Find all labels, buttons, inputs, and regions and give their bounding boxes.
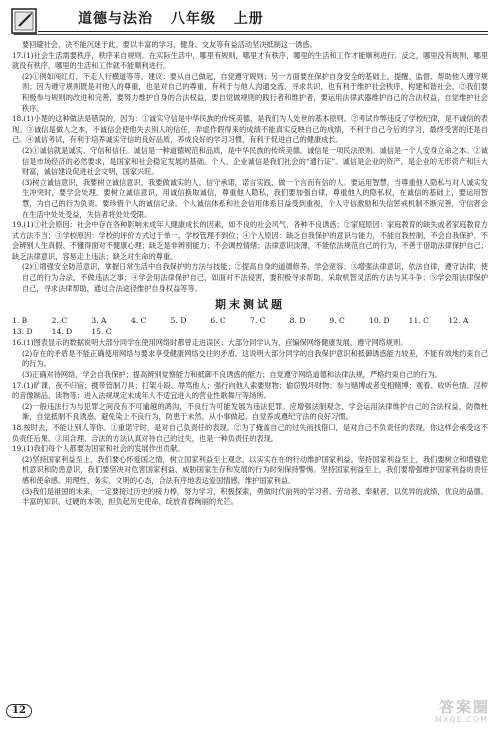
answer-line: 19.(1)①社会原因：社会中存在各种影响未成年人健康成长的因素，如不良的社会风气、各种不良诱惑；②家庭原因：家庭教育的缺失或者家庭教育方式方法不当；③学校原因：学校的评价方式过于单一，学校管理不到位；④个人原因：缺乏自我保护的意识与能力，不能自我控制，不会自我保护、不会辨别人生真假、不懂得面对不健康心理；缺乏是非辨别能力；不会调控情绪；法律意识淡薄，不能依法规范自己的行为，不善于借助法律保护自己；缺乏法律意识，容易走上违法；缺乏对生命的尊重。 xyxy=(12,220,488,261)
answer-line: (2)存在的矛盾是不能正确使用网络与要求享受健康网络交往的矛盾。这说明大部分同学的自我保护意识和抵御诱惑能力较差，不能有效地约束自己的行为。 xyxy=(22,348,488,369)
answer-line: 17.(1)社会生活需要秩序，秩序来自规则。在实际生活中，哪里有规则，哪里才有秩序，哪里的生活和工作才能顺利进行。反之，哪里没有规则，哪里就没有秩序，哪里的生活和工作就不能顺利进行。 xyxy=(12,50,488,71)
choice-answers-row xyxy=(12,315,488,326)
choice-answer: 11. C xyxy=(408,316,429,326)
answer-line: 17.(1)旷课、夜不归宿；携带管制刀具；打架斗殴、辱骂他人；强行向他人索要财物；偷窃毁坏财物；参与赌博或者变相赌博；观看、收听色情、淫秽的音像制品、读物等；进入法规规定未成年人不适宜进入的营业性歌舞厅等场所。 xyxy=(12,380,488,401)
answer-line: 18.按时去，不能让别人等你。①重诺守时，是对自己负责任的表现。②为了掩盖自己的过失而找借口，是对自己不负责任的表现，你这样会承受这不负责任后果。③用合理、合法的方法认真对待自己的过失，也是一种负责任的表现。 xyxy=(12,423,488,443)
choice-answers-row xyxy=(12,326,488,337)
answer-line: (3)树立诚信意识，我要树立诚信意识，我要做诚实的人。信守承诺，诺言实践，做一个言而有信的人。要运用智慧，当尊重他人隐私与对人诚实发生冲突时，要学会处理。要树立诚信意识，用诚信换取诚信，尊重他人隐私，我们要加强自律，尊重他人的隐私权，在诚信的基础上，要运用智慧，为自己的行为负责。要珍惜个人的诚信记录。个人诚信体系和社会信用体系日益受到重视，个人守信激励和失信惩戒机制不断完善，守信者会在生活中处处受益，失信者将处处受限。 xyxy=(22,177,488,219)
answer-content xyxy=(12,40,488,508)
choice-answer: 10. D xyxy=(369,316,390,326)
volume-name: 上册 xyxy=(233,11,264,27)
book-logo-icon xyxy=(10,5,40,37)
subject-name: 道德与法治 xyxy=(78,11,153,27)
site-watermark xyxy=(398,696,490,724)
answer-line: 19.(1)我们每个人都要为国家和社会的发展作出贡献。 xyxy=(12,444,185,454)
header-rule-thin xyxy=(38,34,488,35)
answer-line: (3)我们是祖国的未来，一定要接过历史的接力棒，努力学习，积极探索，勇做时代前列的学习者、劳动者、奉献者，以优异的成绩，优良的品德、丰富的知识、过硬的本领，担负起历史使命，绽放青春绚丽的光芒。 xyxy=(22,486,488,507)
header-rule xyxy=(38,31,488,32)
choice-answer: 13. D xyxy=(12,327,33,337)
choice-answer: 14. D xyxy=(51,327,73,337)
grade-name: 八年级 xyxy=(170,11,216,27)
answer-line: (2)①增强安全防范意识，掌握日常生活中自我保护的方法与技能；②提高自身的道德修养，学会宽容；③增强法律意识，依法自律，遵守法律，使自己的行为合法，不做违法之事；④学会用法律保护自己，如面对不法侵害，要积极寻求帮助，采取机智灵活的方法与其斗争；⑤学会用法律保护自己，寻求法律帮助，通过合法途径维护自身权益等等。 xyxy=(22,262,488,293)
answer-line: 要回避社会，决不能沉迷于此。要以丰富的学习、健身、交友等有益活动坚决抵制这一诱惑。 xyxy=(22,40,317,49)
answer-line: 16.(1)图表显示的数据说明大部分同学在使用网络时都曾走进误区；大部分同学认为，应编保网络健康发展，遵守网络规则。 xyxy=(12,338,408,348)
choice-answer: 9. C xyxy=(329,316,345,326)
answer-line: (2)①例如闯红灯，不走人行横道等等。建议：要从自己做起，自觉遵守规则；另一方面要在保护自身安全的基础上，提醒、监督、帮助他人遵守规则；因为遵守规则既是对他人的尊重，也是对自己的尊重，有利于与他人沟通交流、寻求共识，也有利于维护社会秩序，构建和谐社会。②我们要积极参与规则的改进和完善，要努力维护自身的合法权益，要自觉做规则的践行者和维护者，要运用法律武器维护自己的合法权益，自觉维护社会秩序。 xyxy=(22,71,488,113)
choice-answer: 3. A xyxy=(91,316,107,326)
choice-answer: 1. B xyxy=(12,316,28,326)
answer-line: (2)①诚信就是诚实、守信和信任。诚信是一种道德规范和品质，是中华民族的传统美德。诚信是一项民法原则。诚信是一个人安身立命之本。②诚信是市场经济的必然要求，是国家和社会稳定发展的基础。个人、企业诚信是我们社会的“通行证”。诚信是企业的资产，是企业的无形资产和巨大财富，诚信建设促进社会文明，国家兴旺。 xyxy=(22,145,488,177)
page-number: 12 xyxy=(6,704,32,718)
choice-answer: 6. C xyxy=(210,316,226,326)
choice-answer: 15. C xyxy=(91,327,112,337)
answer-line: 18.(1)小楚的这种做法是错误的，因为：①诚实守信是中华民族的传统美德，是我们为人处世的基本原则。②考试作弊违反了学校纪律，是不诚信的表现。③诚信是做人之本，不诚信会使他失去别人的信任，弄虚作假得来的成绩不能真实反映自己的成绩，不利于自己今后的学习，最终受害的还是自己。④诚信考试，有利于培养诚实守信的良好品质，养成良好的学习习惯，有利于促进自己的健康成长。 xyxy=(12,114,488,145)
answer-line: (3)正确对待网络，学会自我保护；提高辨别觉察能力和抵御不良诱惑的能力；自觉遵守网络道德和法律法规，严格约束自己的行为。 xyxy=(22,370,442,380)
answer-line: (2)坚持国家利益至上，我们要心怀爱国之情，树立国家利益至上观念，以实实在在的行动维护国家利益。坚持国家利益至上，我们要树立和增强危机意识和防患意识，我们要坚决对危害国家利益、威胁国家生存和发展的行为时刻保持警惕。坚持国家利益至上，我们要增强维护国家利益的责任感和使命感。用理性、务实、文明的心态，合法有序地表达爱国情感，维护国家利益。 xyxy=(22,454,488,485)
watermark-url: MXQE.COM xyxy=(434,715,488,724)
choice-answer: 7. C xyxy=(250,316,266,326)
choice-answer: 2. C xyxy=(51,316,68,326)
book-title xyxy=(78,8,276,28)
choice-answer: 12. A xyxy=(448,316,469,326)
watermark-logo-text: 答案圈 xyxy=(438,698,490,716)
choice-answer: 8. D xyxy=(289,316,306,326)
final-exam-title: 期末测试题 xyxy=(215,298,285,312)
choice-answer: 4. C xyxy=(131,316,147,326)
choice-answer: 5. D xyxy=(170,316,187,326)
page-header xyxy=(0,0,500,40)
answer-line: (2)一般违法行为与犯罪之间没有不可逾越的鸿沟，不良行为可能发展为违法犯罪。应增强法制观念，学会运用法律维护自己的合法权益，防微杜渐，自觉抵制不良诱惑，避免染上不良行为，防患于未然，从小事做起，自觉养成遵纪守法的良好习惯。 xyxy=(22,401,488,422)
